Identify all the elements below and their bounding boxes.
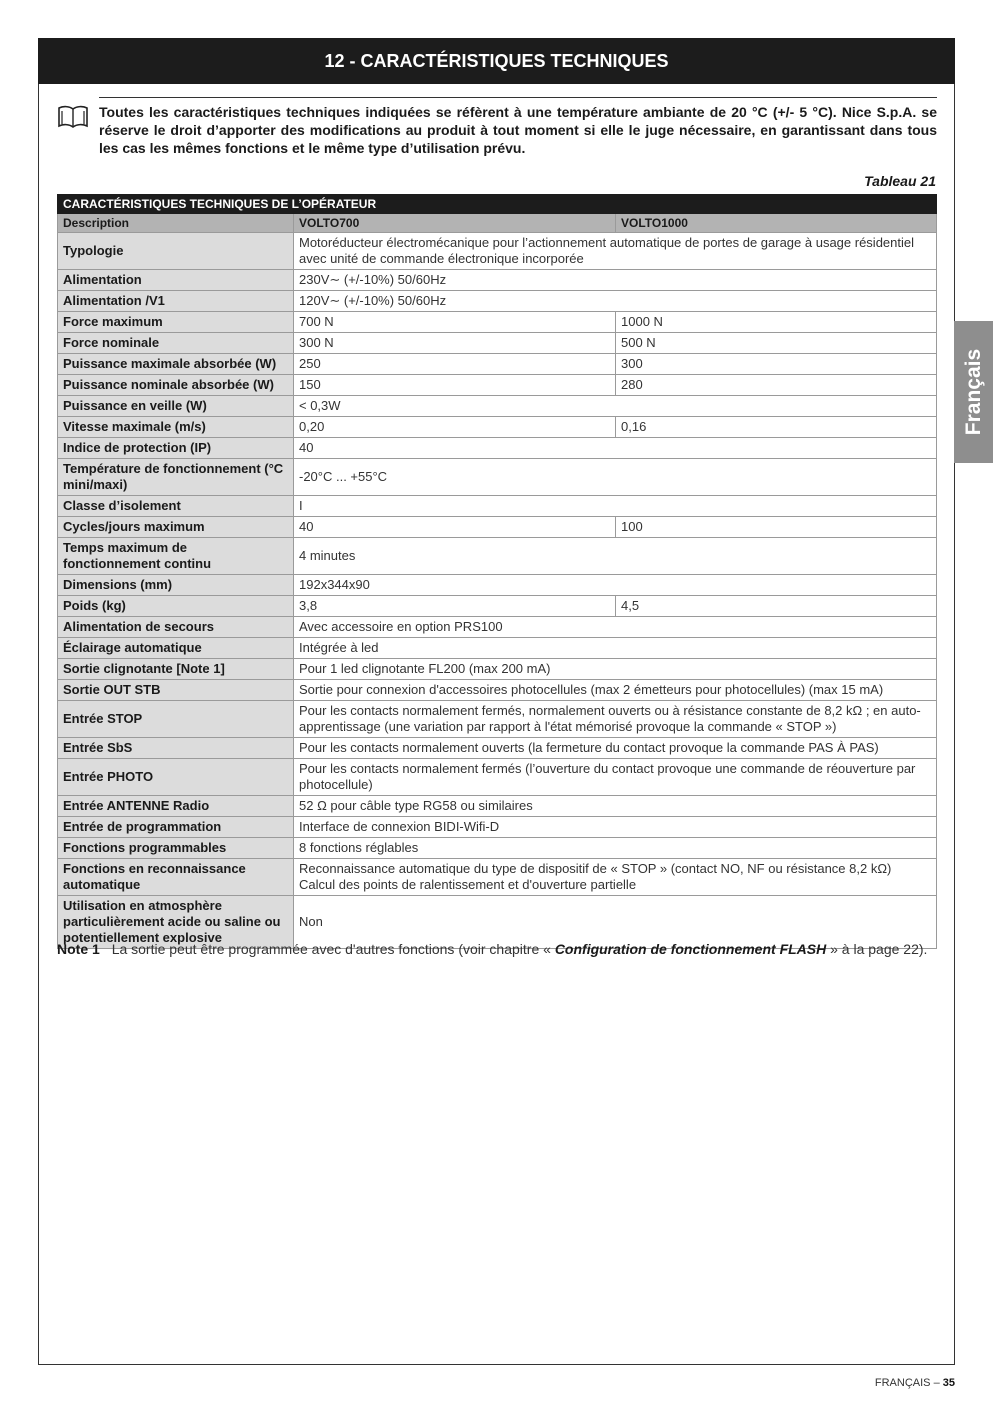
row-value-volto700: 3,8 (294, 596, 616, 617)
row-label: Alimentation /V1 (58, 291, 294, 312)
row-value: 230V∼ (+/-10%) 50/60Hz (294, 270, 937, 291)
table-row (58, 333, 937, 354)
row-value: Pour les contacts normalement fermés, normalement ouverts ou à résistance constante de 8,2 kΩ ; en auto-apprentissage (une variation par rapport à l'état mémorisé provoque la commande « STOP ») (294, 701, 937, 738)
row-label: Puissance en veille (W) (58, 396, 294, 417)
table-title-row (58, 195, 937, 214)
row-label: Fonctions en reconnaissance automatique (58, 859, 294, 896)
row-value-volto1000: 280 (616, 375, 937, 396)
row-label: Force nominale (58, 333, 294, 354)
table-body (58, 233, 937, 949)
table-row (58, 838, 937, 859)
table-row (58, 233, 937, 270)
row-label: Dimensions (mm) (58, 575, 294, 596)
table-row (58, 438, 937, 459)
row-label: Sortie OUT STB (58, 680, 294, 701)
table-header-row (58, 214, 937, 233)
footer-text: FRANÇAIS – (874, 1377, 943, 1389)
row-value-volto700: 150 (294, 375, 616, 396)
row-value-volto700: 700 N (294, 312, 616, 333)
row-label: Alimentation de secours (58, 617, 294, 638)
row-label: Vitesse maximale (m/s) (58, 417, 294, 438)
row-value: Pour les contacts normalement ouverts (la fermeture du contact provoque la commande PAS À PAS) (294, 738, 937, 759)
row-value: Pour les contacts normalement fermés (l’ouverture du contact provoque une commande de réouverture par photocellule) (294, 759, 937, 796)
table-row (58, 417, 937, 438)
row-label: Force maximum (58, 312, 294, 333)
column-header-description: Description (58, 214, 294, 233)
row-value-volto700: 40 (294, 517, 616, 538)
section-title-text: 12 - CARACTÉRISTIQUES TECHNIQUES (324, 50, 669, 71)
row-value-volto1000: 500 N (616, 333, 937, 354)
table-row (58, 680, 937, 701)
row-value-volto1000: 1000 N (616, 312, 937, 333)
row-label: Éclairage automatique (58, 638, 294, 659)
footnote (57, 941, 927, 957)
row-value: 192x344x90 (294, 575, 937, 596)
page-footer (875, 1377, 955, 1389)
footnote-text-before: La sortie peut être programmée avec d'autres fonctions (voir chapitre « (111, 941, 555, 957)
table-row (58, 496, 937, 517)
table-row (58, 859, 937, 896)
table-row (58, 575, 937, 596)
row-label: Typologie (58, 233, 294, 270)
book-icon (57, 105, 89, 129)
table-row (58, 459, 937, 496)
intro-text: Toutes les caractéristiques techniques indiquées se réfèrent à une température ambiante de 20 °C (+/- 5 °C). Nice S.p.A. se réserve le droit d’apporter des modifications au produit à tout moment si elle le juge nécessaire, en garantissant dans tous les cas les mêmes fonctions et le même type d’utilisation prévu. (99, 104, 937, 156)
table-row (58, 638, 937, 659)
footnote-emphasis: Configuration de fonctionnement FLASH (554, 941, 827, 957)
row-value: < 0,3W (294, 396, 937, 417)
row-label: Entrée STOP (58, 701, 294, 738)
row-label: Entrée ANTENNE Radio (58, 796, 294, 817)
column-header-volto1000: VOLTO1000 (616, 214, 937, 233)
table-row (58, 270, 937, 291)
row-label: Température de fonctionnement (°C mini/maxi) (58, 459, 294, 496)
row-label: Indice de protection (IP) (58, 438, 294, 459)
column-header-volto700: VOLTO700 (294, 214, 616, 233)
table-row (58, 596, 937, 617)
row-value: Non (294, 896, 937, 949)
row-label: Entrée SbS (58, 738, 294, 759)
row-value: I (294, 496, 937, 517)
row-label: Temps maximum de fonctionnement continu (58, 538, 294, 575)
footnote-label: Note 1 (57, 941, 100, 957)
row-label: Poids (kg) (58, 596, 294, 617)
table-row (58, 701, 937, 738)
row-value-volto1000: 0,16 (616, 417, 937, 438)
spec-table (57, 194, 937, 949)
row-value: Motoréducteur électromécanique pour l’actionnement automatique de portes de garage à usage résidentiel avec unité de commande électronique incorporée (294, 233, 937, 270)
row-value-volto700: 250 (294, 354, 616, 375)
row-value: 120V∼ (+/-10%) 50/60Hz (294, 291, 937, 312)
table-row (58, 659, 937, 680)
row-label: Puissance maximale absorbée (W) (58, 354, 294, 375)
row-label: Entrée PHOTO (58, 759, 294, 796)
table-row (58, 517, 937, 538)
table-row (58, 312, 937, 333)
row-value: Sortie pour connexion d'accessoires photocellules (max 2 émetteurs pour photocellules) (max 15 mA) (294, 680, 937, 701)
table-row (58, 538, 937, 575)
table-title: CARACTÉRISTIQUES TECHNIQUES DE L’OPÉRATEUR (58, 195, 937, 214)
table-row (58, 759, 937, 796)
table-row (58, 375, 937, 396)
row-value-volto1000: 300 (616, 354, 937, 375)
section-title (38, 38, 955, 84)
row-label: Entrée de programmation (58, 817, 294, 838)
language-tab-label: Français (961, 348, 985, 436)
row-value: -20°C ... +55°C (294, 459, 937, 496)
row-label: Classe d’isolement (58, 496, 294, 517)
row-label: Fonctions programmables (58, 838, 294, 859)
row-value: Pour 1 led clignotante FL200 (max 200 mA) (294, 659, 937, 680)
intro-rule (99, 97, 937, 98)
row-value-volto1000: 4,5 (616, 596, 937, 617)
page-number: 35 (942, 1377, 955, 1389)
row-value: Interface de connexion BIDI-Wifi-D (294, 817, 937, 838)
row-value: 40 (294, 438, 937, 459)
row-label: Utilisation en atmosphère particulièrement acide ou saline ou potentiellement explosive (58, 896, 294, 949)
table-row (58, 291, 937, 312)
row-label: Puissance nominale absorbée (W) (58, 375, 294, 396)
table-caption: Tableau 21 (864, 173, 936, 189)
table-row (58, 817, 937, 838)
row-value-volto700: 0,20 (294, 417, 616, 438)
row-value: Intégrée à led (294, 638, 937, 659)
language-tab (954, 321, 993, 463)
row-value: Avec accessoire en option PRS100 (294, 617, 937, 638)
row-value: 4 minutes (294, 538, 937, 575)
intro-block (57, 97, 937, 157)
table-row (58, 396, 937, 417)
table-row (58, 617, 937, 638)
footnote-text-after: » à la page 22). (826, 941, 928, 957)
row-value-volto700: 300 N (294, 333, 616, 354)
row-value: 52 Ω pour câble type RG58 ou similaires (294, 796, 937, 817)
row-label: Sortie clignotante [Note 1] (58, 659, 294, 680)
row-value-volto1000: 100 (616, 517, 937, 538)
row-label: Alimentation (58, 270, 294, 291)
row-value: Reconnaissance automatique du type de dispositif de « STOP » (contact NO, NF ou résistance 8,2 kΩ) Calcul des points de ralentissement et d'ouverture partielle (294, 859, 937, 896)
row-label: Cycles/jours maximum (58, 517, 294, 538)
row-value: 8 fonctions réglables (294, 838, 937, 859)
table-row (58, 738, 937, 759)
table-row (58, 796, 937, 817)
table-row (58, 354, 937, 375)
